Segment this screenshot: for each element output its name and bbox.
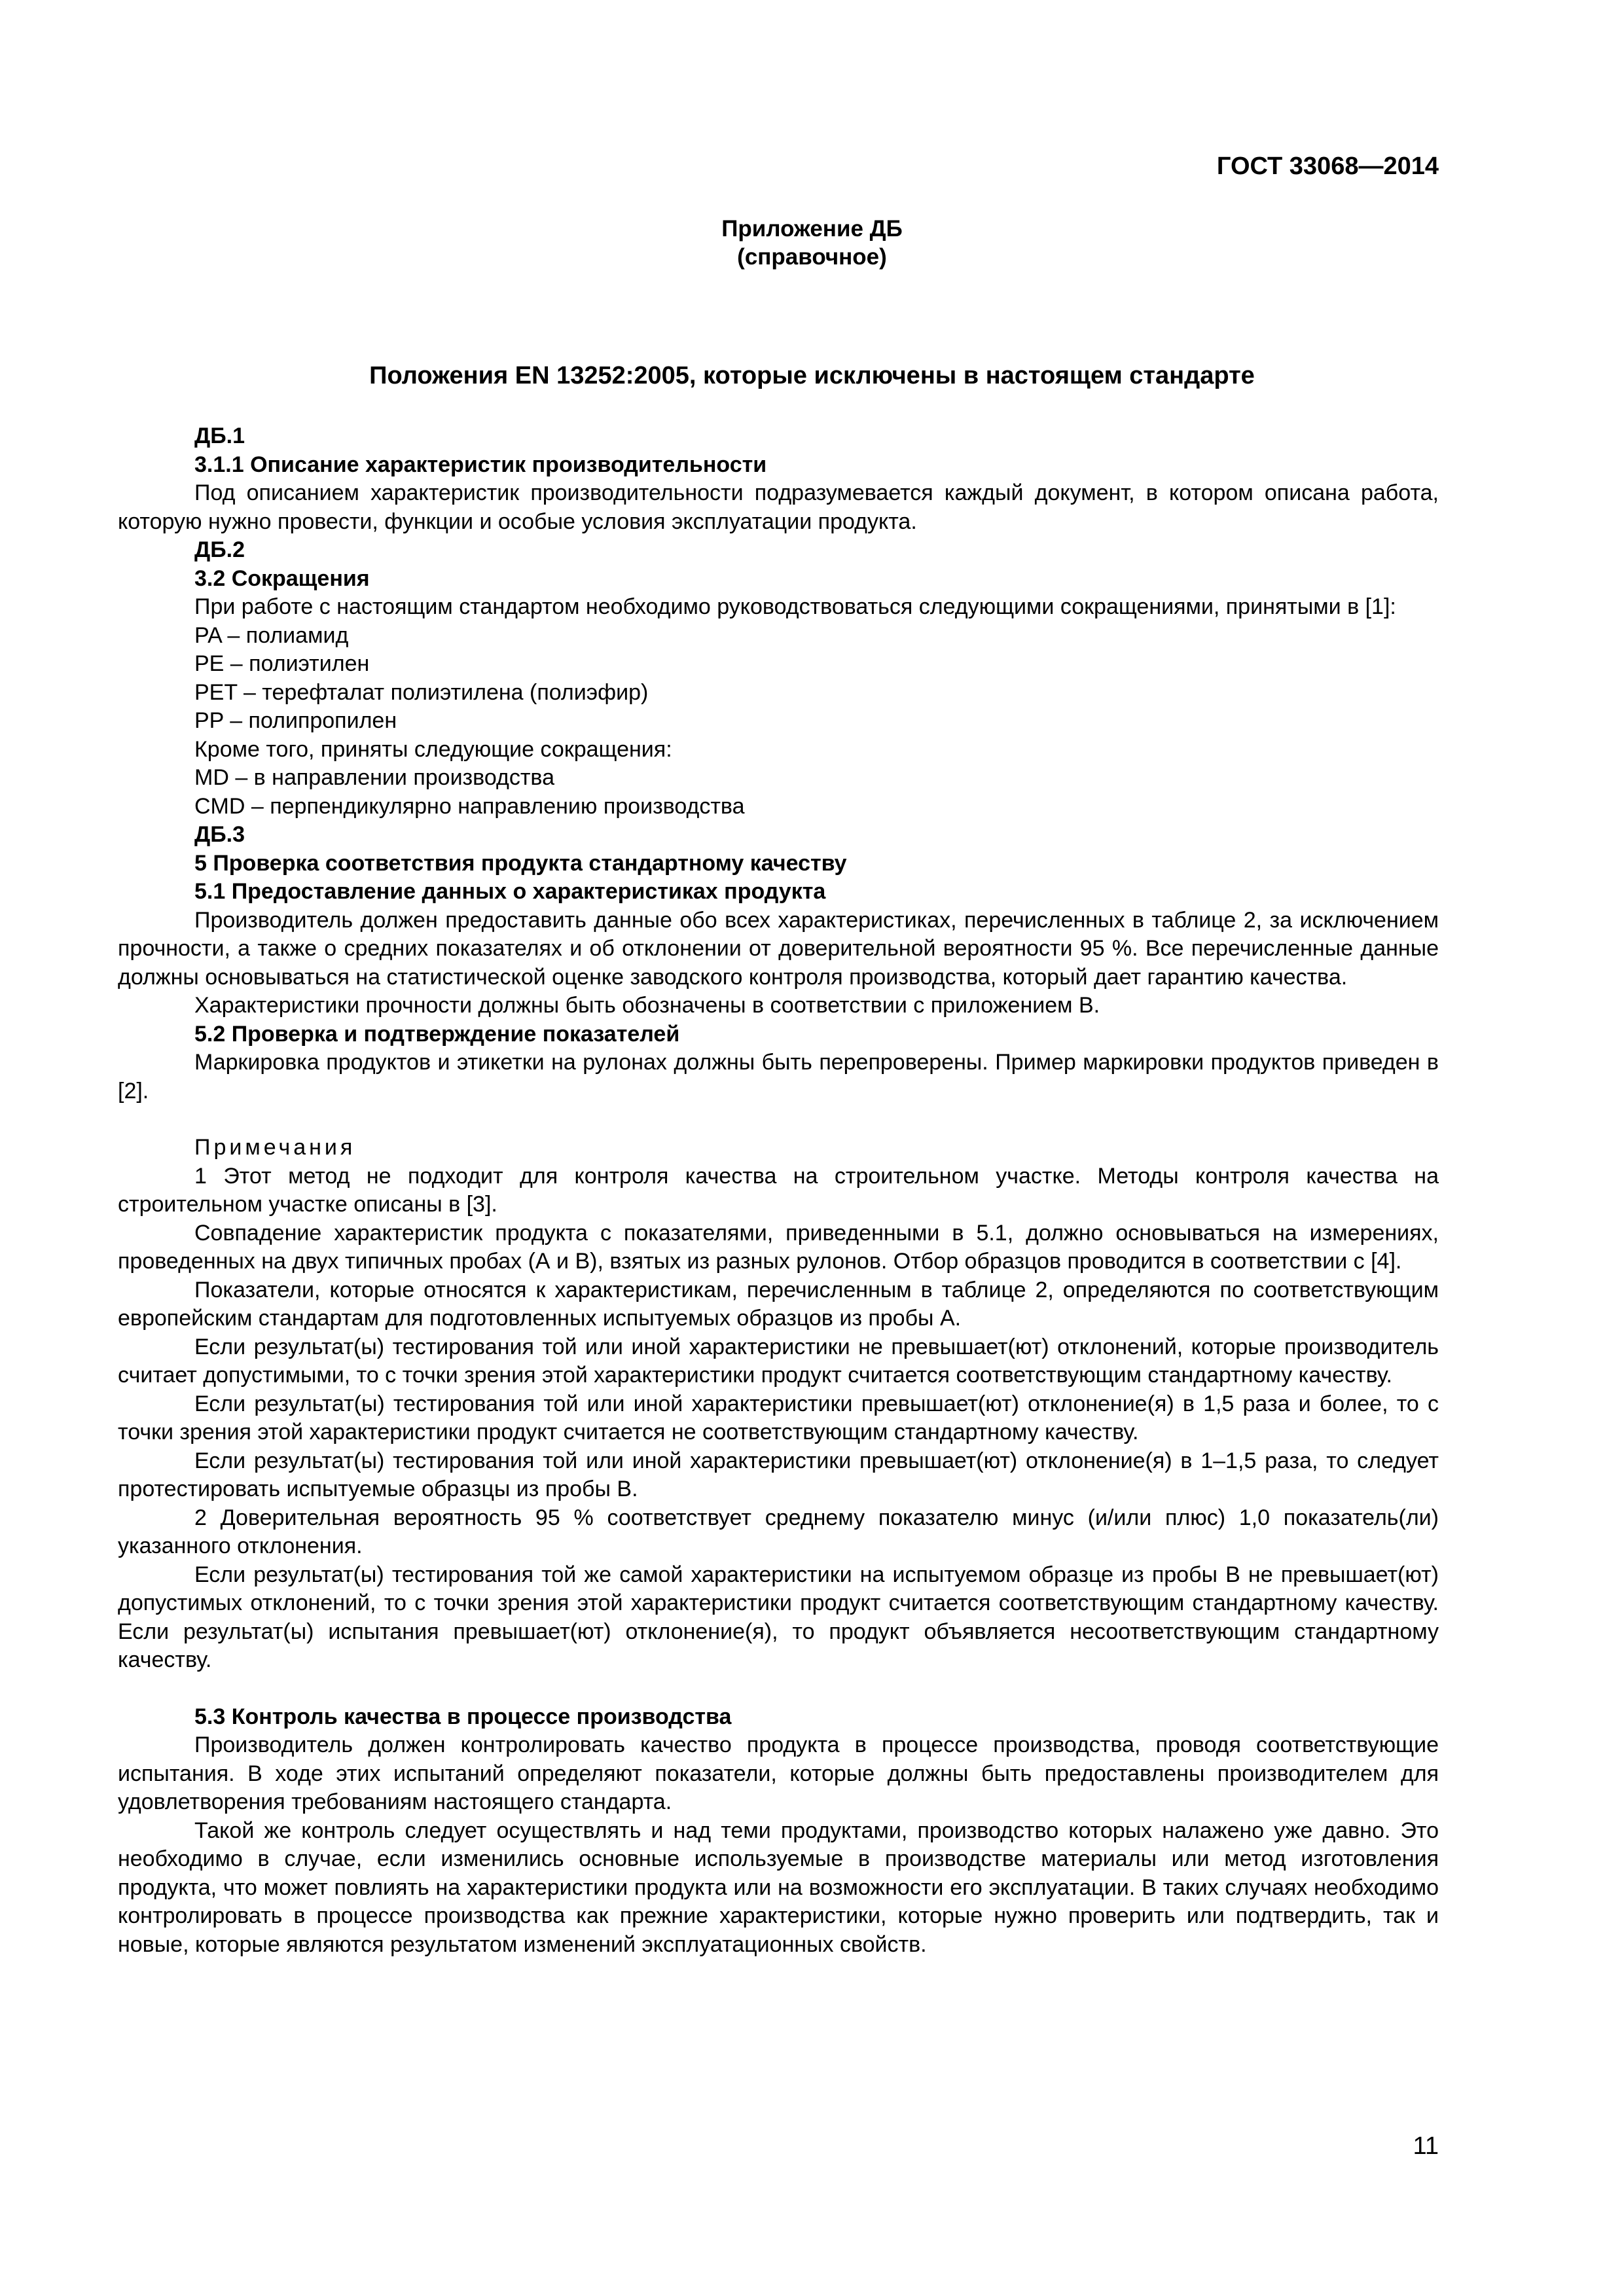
annex-header — [0, 215, 1624, 271]
note-paragraph: Если результат(ы) тестирования той или иной характеристики превышает(ют) отклонение(я) в 1,5 раза и более, то с точки зрения этой характеристики продукт считается не соответствующим стандартному качеству. — [118, 1391, 1439, 1444]
note-paragraph: Если результат(ы) тестирования той или иной характеристики не превышает(ют) отклонений, которые производитель считает допустимыми, то с точки зрения этой характеристики продукт считается соответствующим стандартному качеству. — [118, 1334, 1439, 1388]
document-body — [118, 422, 1439, 1959]
abbreviation-item: PP – полипропилен — [194, 708, 397, 733]
section-label-db1: ДБ.1 — [194, 423, 245, 448]
annex-type: (справочное) — [737, 244, 887, 270]
annex-title: Положения EN 13252:2005, которые исключены в настоящем стандарте — [369, 362, 1255, 389]
paragraph-db1: Под описанием характеристик производительности подразумевается каждый документ, в котором описана работа, которую нужно провести, функции и особые условия эксплуатации продукта. — [118, 480, 1439, 534]
abbreviation-item: CMD – перпендикулярно направлению производства — [194, 793, 745, 819]
abbreviation-item: PA – полиамид — [194, 622, 349, 648]
heading-5: 5 Проверка соответствия продукта стандартному качеству — [194, 850, 847, 876]
note-paragraph: Если результат(ы) тестирования той же самой характеристики на испытуемом образце из пробы В не превышает(ют) допустимых отклонений, то с точки зрения этой характеристики продукт считается соответствующим стандартному качеству. Если результат(ы) испытания превышает(ют) отклонение(я), то продукт объявляется несоответствующим стандартному качеству. — [118, 1562, 1439, 1672]
document-code: ГОСТ 33068—2014 — [1216, 152, 1439, 180]
spacer — [118, 1105, 1439, 1134]
heading-5-1: 5.1 Предоставление данных о характеристиках продукта — [194, 879, 826, 904]
heading-5-2: 5.2 Проверка и подтверждение показателей — [194, 1021, 680, 1047]
paragraph-5-2: Маркировка продуктов и этикетки на рулонах должны быть перепроверены. Пример маркировки продуктов приведен в [2]. — [118, 1050, 1439, 1103]
page-number: 11 — [1413, 2132, 1439, 2160]
paragraph-abbr-also: Кроме того, приняты следующие сокращения: — [194, 736, 672, 762]
abbreviation-item: MD – в направлении производства — [194, 765, 554, 790]
paragraph-5-3-a: Производитель должен контролировать качество продукта в процессе производства, проводя соответствующие испытания. В ходе этих испытаний определяют показатели, которые должны быть предоставлены производителем для удовлетворения требованиям настоящего стандарта. — [118, 1732, 1439, 1814]
note-paragraph: 1 Этот метод не подходит для контроля качества на строительном участке. Методы контроля качества на строительном участке описаны в [3]. — [118, 1163, 1439, 1217]
paragraph-5-1-b: Характеристики прочности должны быть обозначены в соответствии с приложением В. — [194, 993, 1100, 1018]
section-label-db3: ДБ.3 — [194, 822, 245, 847]
paragraph-5-1-a: Производитель должен предоставить данные обо всех характеристиках, перечисленных в таблице 2, за исключением прочности, а также о средних показателях и об отклонении от доверительной вероятности 95 %. Все перечисленные данные должны основываться на статистической оценке заводского контроля производства, который дает гарантию качества. — [118, 907, 1439, 990]
heading-3-1-1: 3.1.1 Описание характеристик производительности — [194, 452, 767, 477]
annex-label: Приложение ДБ — [721, 216, 903, 242]
paragraph-abbr-intro: При работе с настоящим стандартом необходимо руководствоваться следующими сокращениями, принятыми в [1]: — [194, 594, 1396, 619]
note-paragraph: 2 Доверительная вероятность 95 % соответствует среднему показателю минус (и/или плюс) 1,0 показатель(ли) указанного отклонения. — [118, 1505, 1439, 1558]
heading-5-3: 5.3 Контроль качества в процессе производства — [194, 1704, 732, 1729]
abbreviation-item: PET – терефталат полиэтилена (полиэфир) — [194, 679, 649, 705]
abbreviation-item: PE – полиэтилен — [194, 651, 370, 676]
note-paragraph: Совпадение характеристик продукта с показателями, приведенными в 5.1, должно основываться на измерениях, проведенных на двух типичных пробах (А и В), взятых из разных рулонов. Отбор образцов проводится в соответствии с [4]. — [118, 1220, 1439, 1274]
note-paragraph: Показатели, которые относятся к характеристикам, перечисленным в таблице 2, определяются по соответствующим европейским стандартам для подготовленных испытуемых образцов из пробы А. — [118, 1277, 1439, 1331]
section-label-db2: ДБ.2 — [194, 537, 245, 562]
spacer — [118, 1675, 1439, 1703]
paragraph-5-3-b: Такой же контроль следует осуществлять и над теми продуктами, производство которых налажено уже давно. Это необходимо в случае, если изменились основные используемые в производстве материалы или метод изготовления продукта, что может повлиять на характеристики продукта или на возможности его эксплуатации. В таких случаях необходимо контролировать в процессе производства как прежние характеристики, которые нужно проверить или подтвердить, так и новые, которые являются результатом изменений эксплуатационных свойств. — [118, 1818, 1439, 1957]
heading-3-2: 3.2 Сокращения — [194, 565, 370, 591]
notes-label: Примечания — [194, 1135, 356, 1160]
note-paragraph: Если результат(ы) тестирования той или иной характеристики превышает(ют) отклонение(я) в 1–1,5 раза, то следует протестировать испытуемые образцы из пробы В. — [118, 1448, 1439, 1501]
